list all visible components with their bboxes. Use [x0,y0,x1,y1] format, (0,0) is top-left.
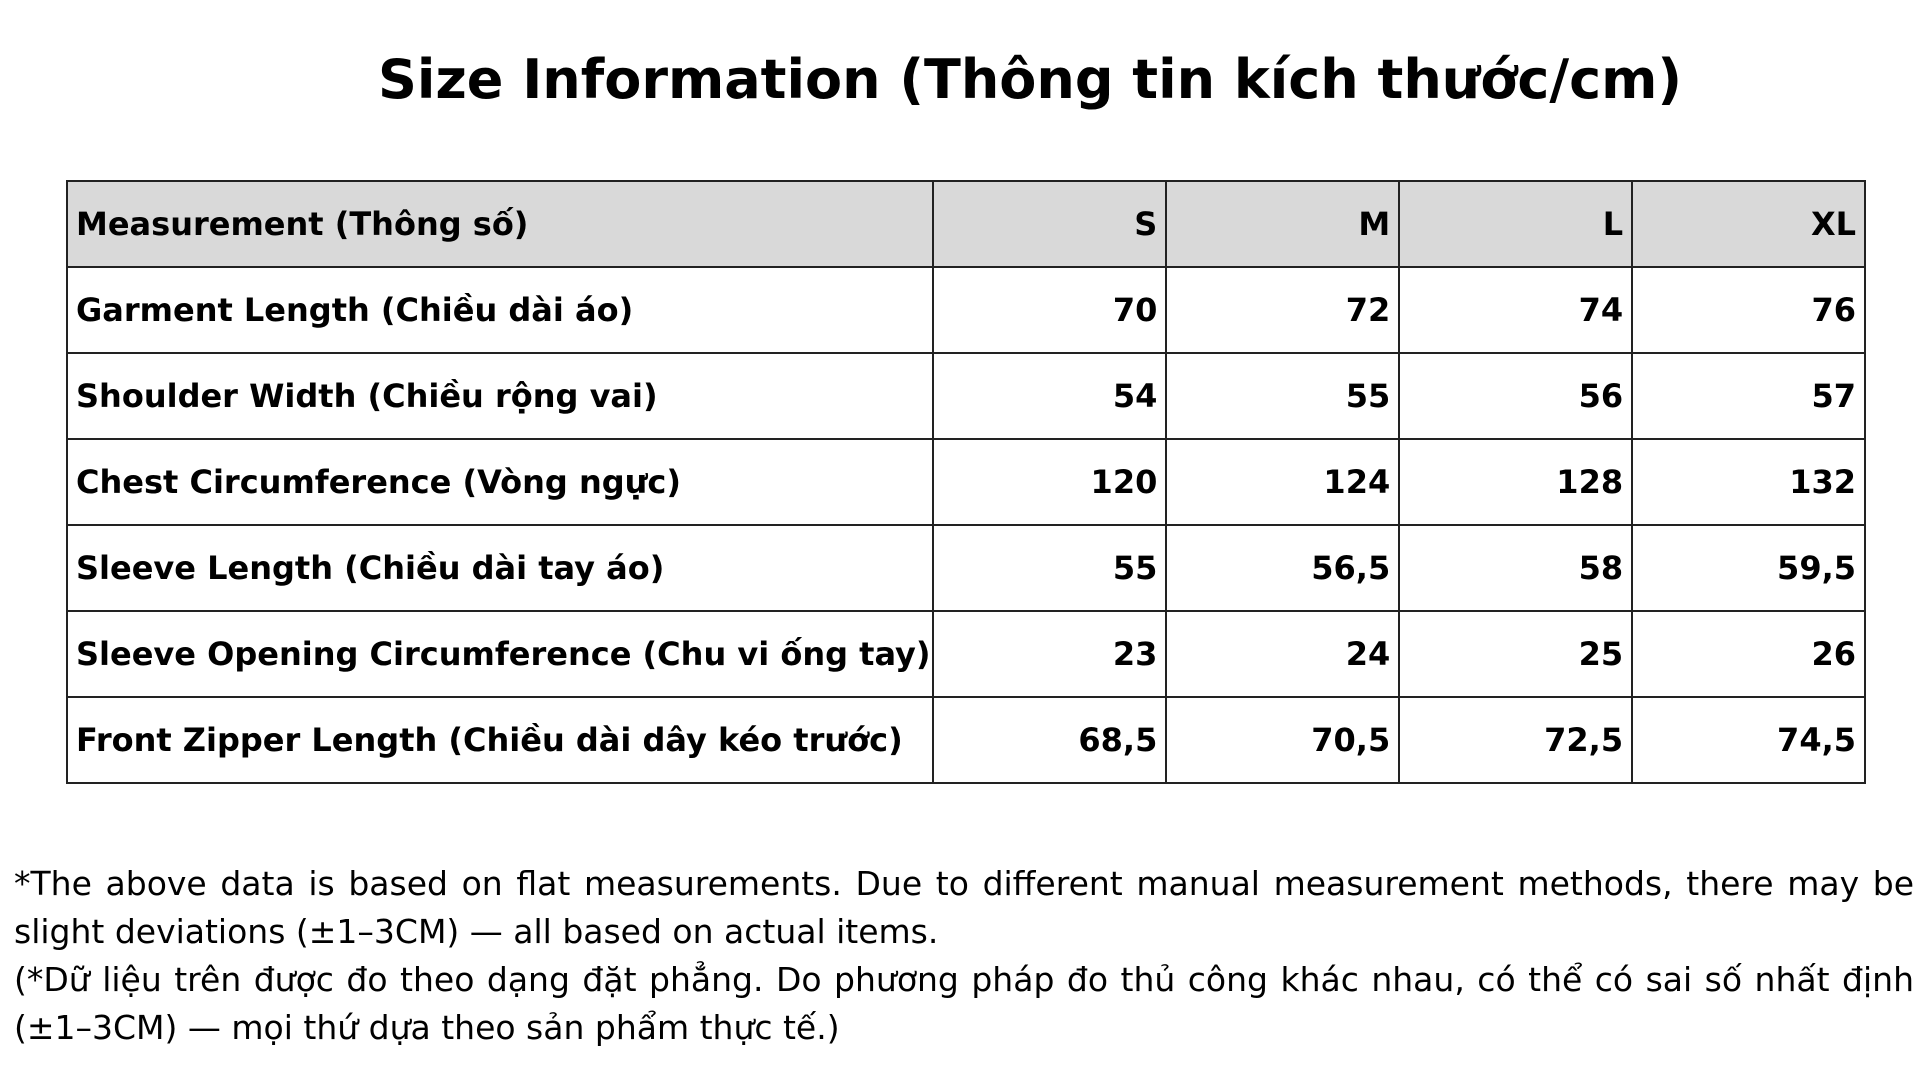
cell-value: 72 [1166,267,1399,353]
cell-value: 55 [933,525,1166,611]
row-label: Sleeve Length (Chiều dài tay áo) [67,525,933,611]
cell-value: 54 [933,353,1166,439]
header-measurement: Measurement (Thông số) [67,181,933,267]
cell-value: 74,5 [1632,697,1865,783]
cell-value: 24 [1166,611,1399,697]
measurement-notes [14,860,1914,1052]
cell-value: 70,5 [1166,697,1399,783]
cell-value: 56 [1399,353,1632,439]
note-english: *The above data is based on flat measurements. Due to different manual measurement methods, there may be slight deviations (±1–3CM) — all based on actual items. [14,864,1914,951]
header-size-s: S [933,181,1166,267]
cell-value: 26 [1632,611,1865,697]
table-row [67,611,1865,697]
cell-value: 25 [1399,611,1632,697]
row-label: Sleeve Opening Circumference (Chu vi ống tay) [67,611,933,697]
cell-value: 128 [1399,439,1632,525]
page-title: Size Information (Thông tin kích thước/cm) [377,48,1683,111]
table-row [67,353,1865,439]
cell-value: 76 [1632,267,1865,353]
size-table [66,180,1866,784]
table-row [67,697,1865,783]
cell-value: 124 [1166,439,1399,525]
table-row [67,525,1865,611]
cell-value: 72,5 [1399,697,1632,783]
cell-value: 68,5 [933,697,1166,783]
row-label: Front Zipper Length (Chiều dài dây kéo trước) [67,697,933,783]
note-vietnamese: (*Dữ liệu trên được đo theo dạng đặt phẳng. Do phương pháp đo thủ công khác nhau, có thể có sai số nhất định (±1–3CM) — mọi thứ dựa theo sản phẩm thực tế.) [14,960,1914,1047]
row-label: Garment Length (Chiều dài áo) [67,267,933,353]
cell-value: 120 [933,439,1166,525]
cell-value: 55 [1166,353,1399,439]
cell-value: 23 [933,611,1166,697]
table-row [67,439,1865,525]
cell-value: 56,5 [1166,525,1399,611]
cell-value: 70 [933,267,1166,353]
table-header-row [67,181,1865,267]
cell-value: 58 [1399,525,1632,611]
header-size-xl: XL [1632,181,1865,267]
row-label: Chest Circumference (Vòng ngực) [67,439,933,525]
header-size-m: M [1166,181,1399,267]
cell-value: 59,5 [1632,525,1865,611]
cell-value: 132 [1632,439,1865,525]
cell-value: 74 [1399,267,1632,353]
table-row [67,267,1865,353]
cell-value: 57 [1632,353,1865,439]
header-size-l: L [1399,181,1632,267]
row-label: Shoulder Width (Chiều rộng vai) [67,353,933,439]
